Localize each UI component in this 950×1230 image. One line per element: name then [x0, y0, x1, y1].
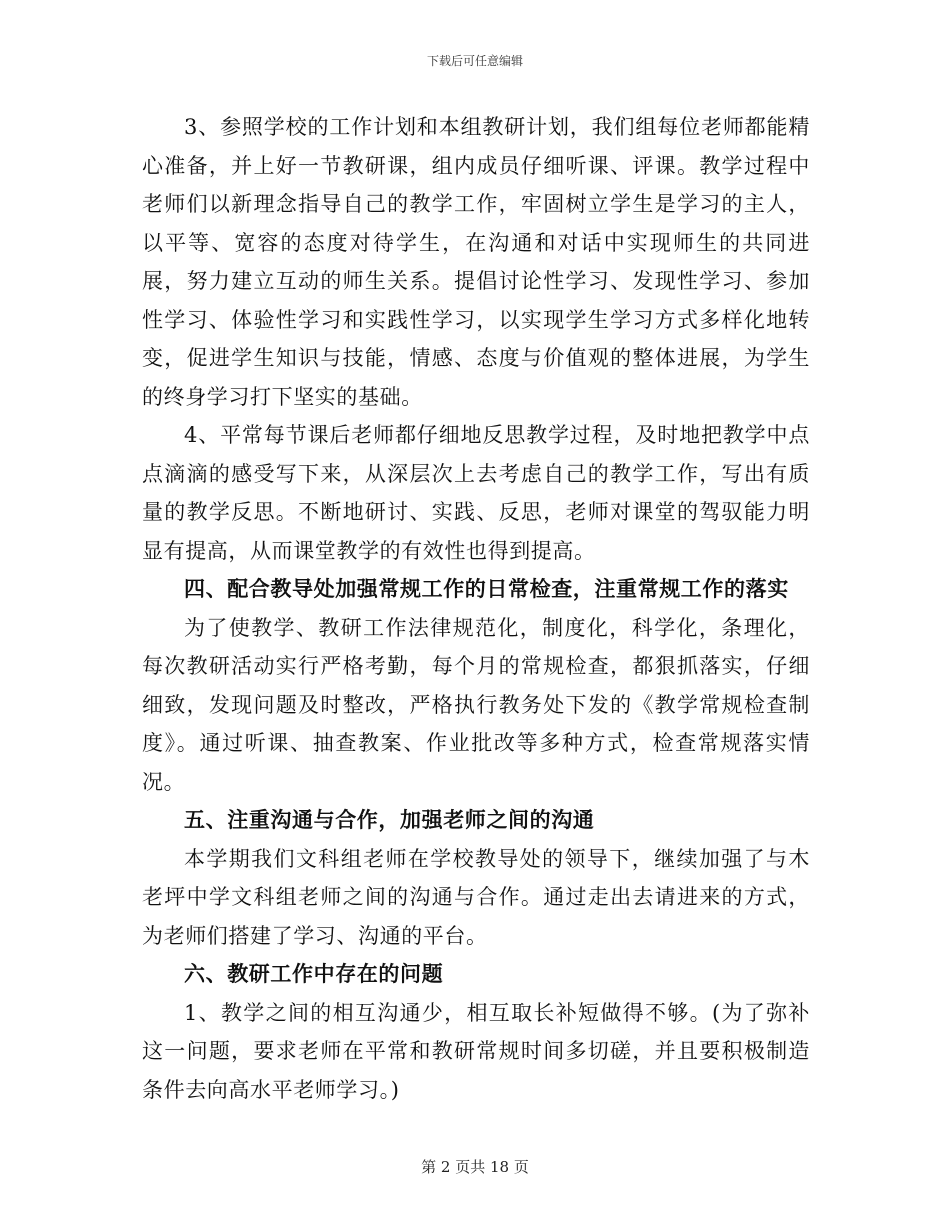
page-header: 下载后可任意编辑 [426, 54, 523, 68]
paragraph-item-4: 4、平常每节课后老师都仔细地反思教学过程，及时地把教学中点点滴滴的感受写下来，从深层次上去考虑自己的教学工作，写出有质量的教学反思。不断地研讨、实践、反思，老师对课堂的驾驭能力明显有提高，从而课堂教学的有效性也得到提高。 [142, 423, 810, 563]
paragraph-item-3: 3、参照学校的工作计划和本组教研计划，我们组每位老师都能精心准备，并上好一节教研课，组内成员仔细听课、评课。教学过程中老师们以新理念指导自己的教学工作，牢固树立学生是学习的主人，以平等、宽容的态度对待学生，在沟通和对话中实现师生的共同进展，努力建立互动的师生关系。提倡讨论性学习、发现性学习、参加性学习、体验性学习和实践性学习，以实现学生学习方式多样化地转变，促进学生知识与技能，情感、态度与价值观的整体进展，为学生的终身学习打下坚实的基础。 [142, 115, 810, 409]
section-heading-5: 五、注重沟通与合作，加强老师之间的沟通 [184, 807, 595, 832]
section-heading-4: 四、配合教导处加强常规工作的日常检查，注重常规工作的落实 [184, 576, 789, 601]
section-heading-6: 六、教研工作中存在的问题 [184, 961, 444, 986]
paragraph-problem-1: 1、教学之间的相互沟通少，相互取长补短做得不够。(为了弥补这一问题，要求老师在平常和教研常规时间多切磋，并且要积极制造条件去向高水平老师学习。) [142, 1000, 810, 1102]
paragraph-section-5: 本学期我们文科组老师在学校教导处的领导下，继续加强了与木老坪中学文科组老师之间的沟通与合作。通过走出去请进来的方式，为老师们搭建了学习、沟通的平台。 [142, 846, 810, 948]
paragraph-section-4: 为了使教学、教研工作法律规范化，制度化，科学化，条理化，每次教研活动实行严格考勤，每个月的常规检查，都狠抓落实，仔细细致，发现问题及时整改，严格执行教务处下发的《教学常规检查制度》。通过听课、抽查教案、作业批改等多种方式，检查常规落实情况。 [142, 615, 810, 794]
page-number-footer: 第 2 页共 18 页 [421, 1158, 529, 1176]
document-body [142, 108, 810, 1109]
